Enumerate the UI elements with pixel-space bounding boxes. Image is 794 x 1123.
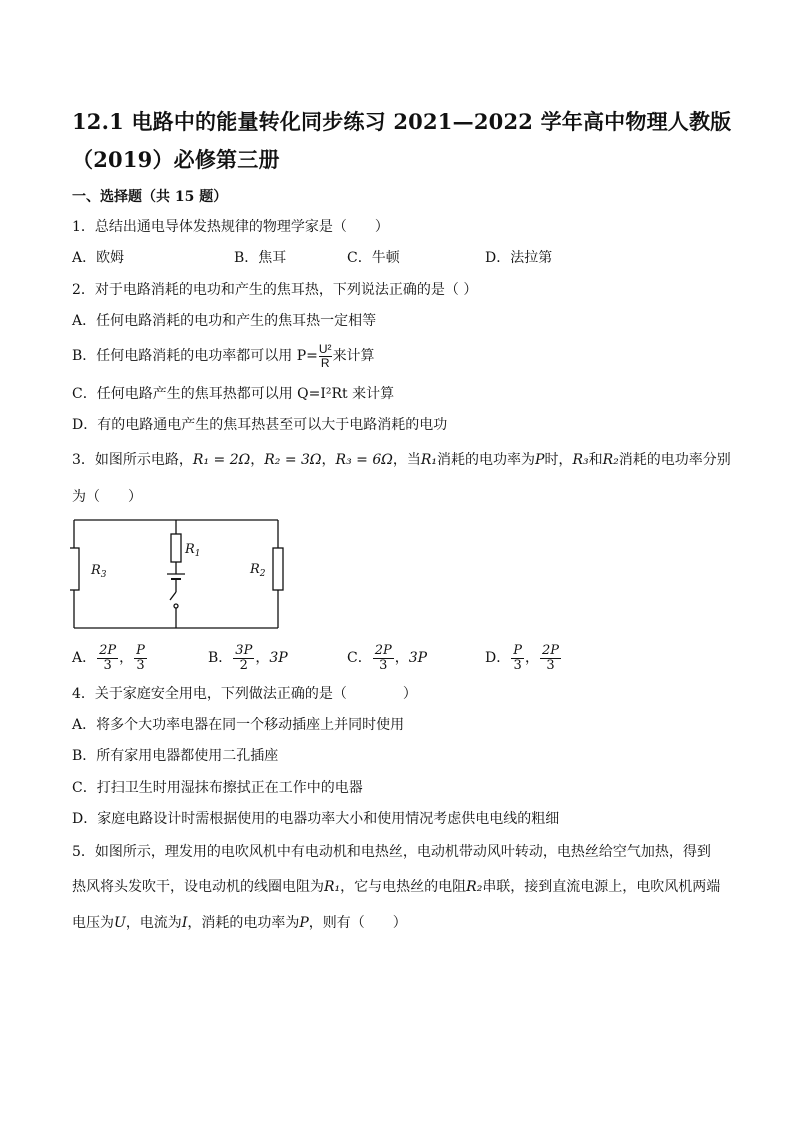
- q4-option-b: B．所有家用电器都使用二孔插座: [72, 748, 279, 764]
- q5-text: 电压为: [72, 915, 114, 931]
- switch-blade: [170, 592, 176, 600]
- q5-stem-line-3: [72, 914, 407, 932]
- q5-r2-symbol: R₂: [466, 879, 483, 895]
- q5-stem-line-2: [72, 878, 720, 896]
- q5-r1-symbol: R₁: [324, 879, 341, 895]
- option-separator: ，: [119, 650, 134, 666]
- fraction: [540, 644, 561, 673]
- fraction-denominator: 3: [97, 658, 118, 673]
- circuit-diagram: [70, 516, 284, 632]
- q2-option-a: A．任何电路消耗的电功和产生的焦耳热一定相等: [72, 313, 377, 329]
- label-r2: $R_2$: [250, 562, 266, 579]
- q3-r2-symbol: R₂: [602, 452, 619, 468]
- label-r1: $R_1$: [185, 542, 201, 559]
- fraction-denominator: 3: [134, 658, 147, 673]
- fraction-denominator: 2: [233, 658, 254, 673]
- option-separator: ，: [255, 650, 270, 666]
- q5-stem-line-1: 5．如图所示，理发用的电吹风机中有电动机和电热丝，电动机带动风叶转动，电热丝给空气加热，得到: [72, 844, 711, 860]
- fraction-numerator: U²: [318, 341, 332, 356]
- label-r3: $R_3$: [91, 563, 107, 580]
- fraction-numerator: P: [513, 642, 522, 658]
- power-formula-fraction: [319, 343, 332, 370]
- fraction-denominator: 3: [540, 658, 561, 673]
- q3-r3-symbol: R₃: [572, 452, 589, 468]
- q5-p-symbol: P: [299, 915, 309, 931]
- fraction-denominator: 3: [373, 658, 394, 673]
- q3-sep: ，: [321, 452, 336, 468]
- q4-option-d: D．家庭电路设计时需根据使用的电器功率大小和使用情况考虑供电电线的粗细: [72, 811, 560, 827]
- q5-text: 热风将头发吹干，设电动机的线圈电阻为: [72, 879, 324, 895]
- q1-option-a: A．欧姆: [72, 250, 125, 266]
- q3-stem-text: 和: [588, 452, 603, 468]
- q3-r1-value: R₁ = 2Ω: [192, 452, 251, 468]
- fraction: [134, 644, 147, 673]
- q3-r1-symbol: R₁: [420, 452, 438, 468]
- q3-stem-line-1: [72, 451, 731, 469]
- q2-option-b-tail: 来计算: [332, 348, 375, 364]
- fraction: [511, 644, 524, 673]
- q3-option-c: [347, 641, 427, 675]
- switch-contact: [174, 604, 178, 608]
- fraction-numerator: 2P: [541, 642, 560, 658]
- fraction-numerator: 2P: [99, 642, 117, 658]
- resistor-r2: [273, 548, 283, 590]
- option-value: 3P: [269, 650, 288, 666]
- title-line-1: 12.1 电路中的能量转化同步练习 2021—2022 学年高中物理人教版: [72, 109, 732, 134]
- q5-text: ，则有（ ）: [308, 915, 407, 931]
- q3-stem-text: 消耗的电功率为: [437, 452, 536, 468]
- q1-option-d: D．法拉第: [485, 250, 553, 266]
- q4-option-c: C．打扫卫生时用湿抹布擦拭正在工作中的电器: [72, 780, 363, 796]
- fraction-denominator: R: [320, 355, 330, 370]
- option-letter: C．: [347, 650, 372, 666]
- fraction: [373, 644, 394, 673]
- fraction: [97, 644, 118, 673]
- option-letter: A．: [72, 650, 97, 666]
- q2-stem: 2．对于电路消耗的电功和产生的焦耳热，下列说法正确的是（ ）: [72, 282, 478, 298]
- q4-stem: 4．关于家庭安全用电，下列做法正确的是（ ）: [72, 686, 417, 702]
- q3-r3-value: R₃ = 6Ω: [335, 452, 393, 468]
- resistor-r1: [171, 534, 181, 562]
- q5-i-symbol: I: [181, 915, 188, 931]
- title-line-2: （2019）必修第三册: [72, 147, 280, 172]
- fraction-denominator: 3: [511, 658, 524, 673]
- q5-text: ，消耗的电功率为: [187, 915, 300, 931]
- option-letter: D．: [485, 650, 511, 666]
- q2-option-b: [72, 339, 375, 373]
- q3-stem-line-2: 为（ ）: [72, 489, 142, 505]
- q5-text: ，它与电热丝的电阻: [340, 879, 467, 895]
- option-separator: ，: [524, 650, 539, 666]
- q2-option-c: C．任何电路产生的焦耳热都可以用 Q=I²Rt 来计算: [72, 386, 395, 402]
- resistor-r3: [70, 548, 79, 590]
- q3-option-a: [72, 641, 148, 675]
- option-separator: ，: [394, 650, 409, 666]
- q3-stem-text: ，当: [392, 452, 421, 468]
- q2-option-d: D．有的电路通电产生的焦耳热甚至可以大于电路消耗的电功: [72, 417, 448, 433]
- section-heading: 一、选择题（共 15 题）: [72, 189, 228, 205]
- fraction-numerator: P: [136, 642, 145, 658]
- q5-u-symbol: U: [114, 915, 126, 931]
- q5-text: ，电流为: [125, 915, 182, 931]
- q3-sep: ，: [250, 452, 265, 468]
- q1-stem: 1．总结出通电导体发热规律的物理学家是（ ）: [72, 219, 389, 235]
- option-value: 3P: [408, 650, 428, 666]
- q3-option-b: [208, 641, 288, 675]
- fraction: [233, 644, 254, 673]
- q3-stem-text: 消耗的电功率分别: [618, 452, 731, 468]
- q5-text: 串联，接到直流电源上，电吹风机两端: [482, 879, 721, 895]
- q3-power-symbol: P: [535, 452, 545, 468]
- fraction-numerator: 3P: [235, 642, 253, 658]
- q1-option-b: B．焦耳: [234, 250, 287, 266]
- q2-option-b-text: B．任何电路消耗的电功率都可以用 P=: [72, 348, 318, 364]
- option-letter: B．: [208, 650, 233, 666]
- fraction-numerator: 2P: [374, 642, 392, 658]
- page-title: [72, 103, 732, 179]
- q3-stem-text: 3．如图所示电路，: [72, 452, 193, 468]
- q3-stem-text: 时，: [544, 452, 573, 468]
- q3-option-d: [485, 641, 562, 675]
- q1-option-c: C．牛顿: [347, 250, 400, 266]
- q3-r2-value: R₂ = 3Ω: [264, 452, 322, 468]
- q4-option-a: A．将多个大功率电器在同一个移动插座上并同时使用: [72, 717, 405, 733]
